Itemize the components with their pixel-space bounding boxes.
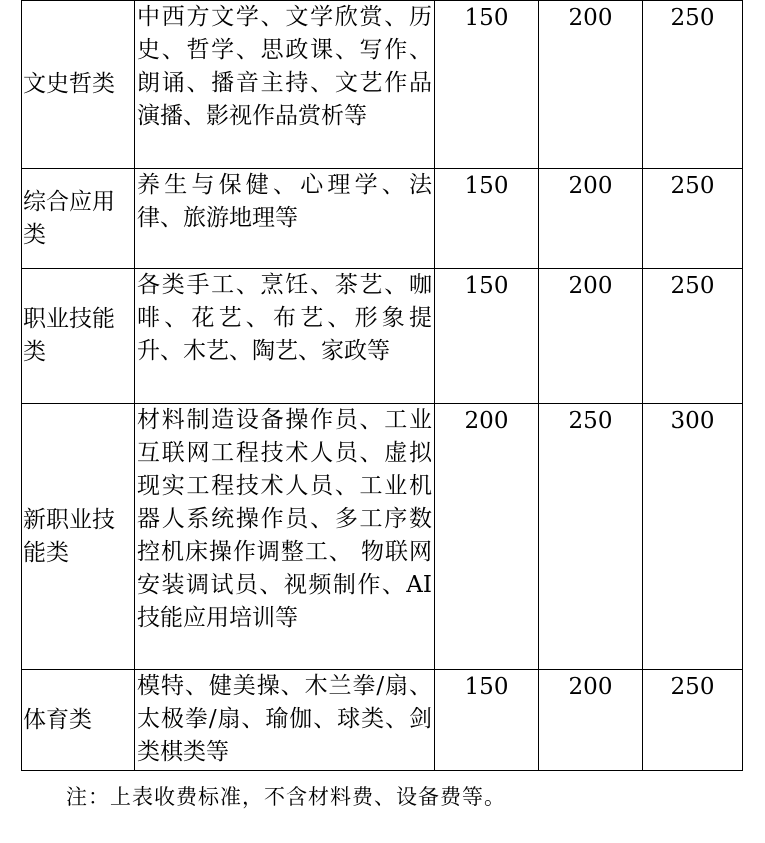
content-cell: 各类手工、烹饪、茶艺、咖啡、花艺、布艺、形象提升、木艺、陶艺、家政等 [135, 269, 435, 404]
category-cell: 新职业技能类 [22, 404, 135, 670]
fee-cell: 200 [539, 269, 643, 404]
footnote: 注：上表收费标准，不含材料费、设备费等。 [66, 785, 506, 809]
table-row [22, 1, 743, 169]
table-row [22, 169, 743, 269]
fee-cell: 150 [435, 1, 539, 169]
fee-cell: 250 [643, 269, 743, 404]
fee-cell: 150 [435, 169, 539, 269]
fee-cell: 250 [643, 1, 743, 169]
content-cell: 养生与保健、心理学、法律、旅游地理等 [135, 169, 435, 269]
fee-cell: 250 [643, 670, 743, 771]
category-cell: 体育类 [22, 670, 135, 771]
fee-cell: 150 [435, 670, 539, 771]
table-row [22, 269, 743, 404]
table-row [22, 670, 743, 771]
content-cell: 中西方文学、文学欣赏、历史、哲学、思政课、写作、朗诵、播音主持、文艺作品演播、影视作品赏析等 [135, 1, 435, 169]
category-cell: 文史哲类 [22, 1, 135, 169]
content-cell: 模特、健美操、木兰拳/扇、太极拳/扇、瑜伽、球类、剑类棋类等 [135, 670, 435, 771]
category-cell: 综合应用类 [22, 169, 135, 269]
fee-cell: 200 [539, 1, 643, 169]
content-cell: 材料制造设备操作员、工业互联网工程技术人员、虚拟现实工程技术人员、工业机器人系统操作员、多工序数控机床操作调整工、 物联网安装调试员、视频制作、AI技能应用培训等 [135, 404, 435, 670]
table-row [22, 404, 743, 670]
fee-cell: 250 [539, 404, 643, 670]
category-cell: 职业技能类 [22, 269, 135, 404]
fee-cell: 200 [435, 404, 539, 670]
fee-cell: 200 [539, 670, 643, 771]
fee-cell: 150 [435, 269, 539, 404]
fee-table [21, 0, 743, 771]
fee-cell: 250 [643, 169, 743, 269]
fee-cell: 300 [643, 404, 743, 670]
fee-cell: 200 [539, 169, 643, 269]
